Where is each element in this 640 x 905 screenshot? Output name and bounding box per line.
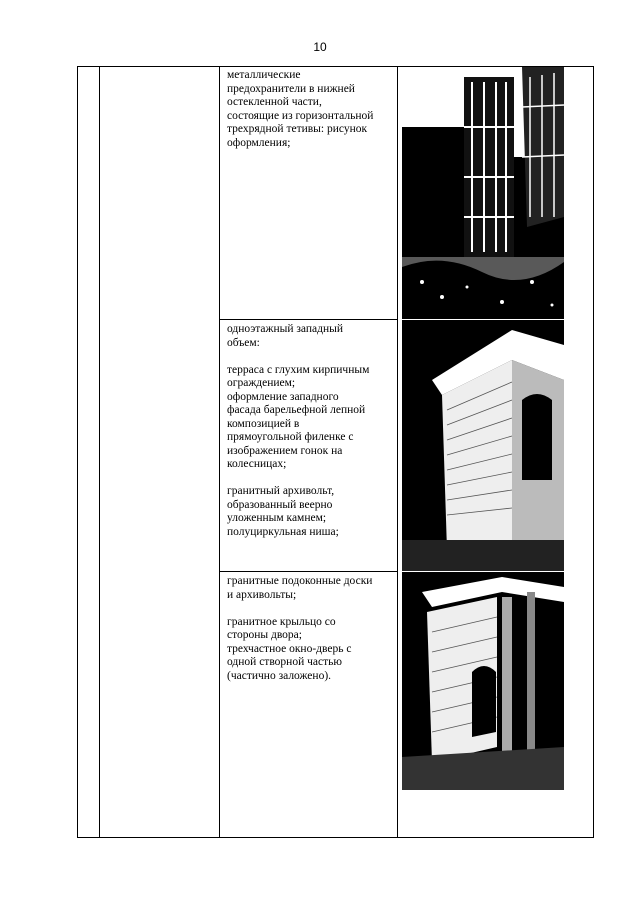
column-divider-2 — [219, 67, 220, 837]
photo-glazed-tower — [402, 67, 564, 319]
photo-courtyard-porch — [402, 572, 564, 790]
row-divider-1 — [219, 319, 397, 320]
page-number: 10 — [313, 40, 327, 54]
photo-western-volume — [402, 320, 564, 571]
row-2-description: одноэтажный западный объем: терраса с глухим кирпичным ограждением; оформление западного фасада барельефной лепной композицией в прямоугольной филенке с изображением гонок на колесницах; гранитный архивольт, образованный веерно уложенным камнем; полуциркульная ниша; — [227, 323, 370, 538]
column-divider-1 — [99, 67, 100, 837]
row-divider-2 — [219, 571, 397, 572]
row-3-description: гранитные подоконные доски и архивольты; гранитное крыльцо со стороны двора; трехчастное окно-дверь с одной створной частью (частично заложено). — [227, 575, 373, 682]
row-1-description: металлические предохранители в нижней остекленной части, состоящие из горизонтальной трехрядной тетивы: рисунок оформления; — [227, 69, 374, 149]
document-table — [77, 66, 594, 838]
